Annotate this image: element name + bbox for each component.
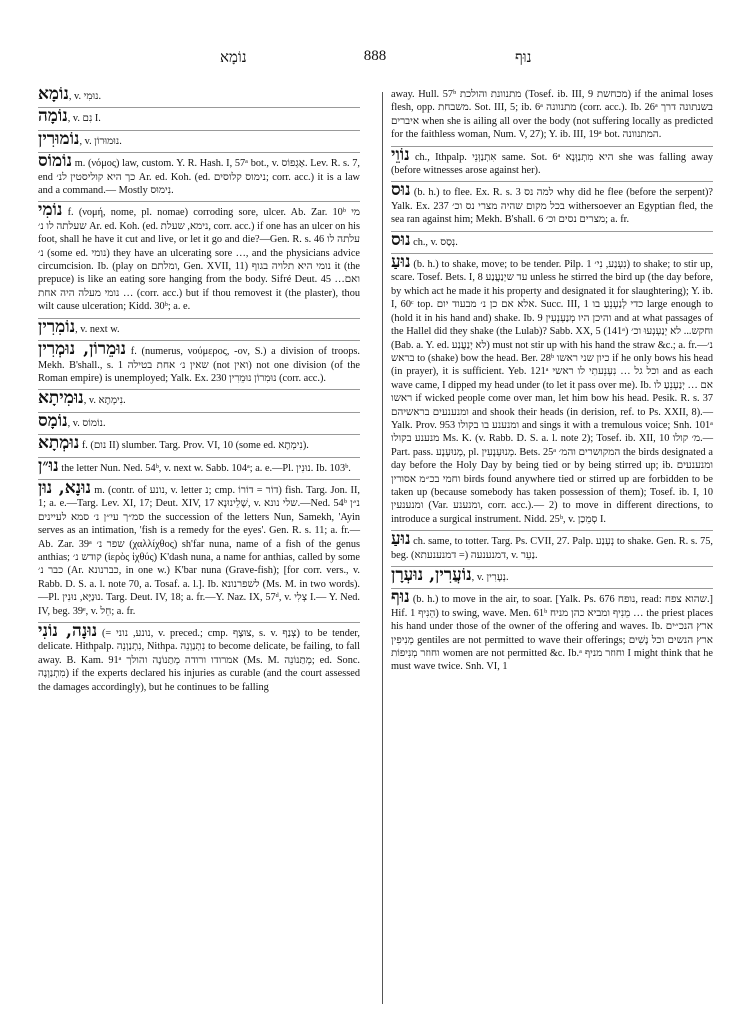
dictionary-entry <box>38 318 360 336</box>
dictionary-entry <box>38 340 360 385</box>
entry-headword: נוֹמָס <box>38 410 68 431</box>
dictionary-entry <box>38 457 360 475</box>
dictionary-entry <box>391 88 713 142</box>
entry-definition: , v. נוּמִי. <box>68 91 102 102</box>
entry-definition: ch., v. נְסַס. <box>410 236 458 248</box>
entry-headword: נוּס <box>391 180 411 201</box>
dictionary-entry <box>391 566 713 584</box>
entry-headword: נוֹמִי <box>38 200 63 221</box>
dictionary-entry <box>38 622 360 694</box>
entry-headword: נוּנָא, נוּן <box>38 477 92 498</box>
dictionary-entry <box>38 389 360 407</box>
dictionary-entry <box>38 479 360 618</box>
page-number: 888 <box>363 48 387 64</box>
entry-headword: נוֹמָה <box>38 106 68 127</box>
entry-headword: נוּעַ <box>391 252 411 273</box>
entry-definition: , v. נוּמוּרוֹן. <box>79 135 122 147</box>
entry-headword: נוּמִיתָא <box>38 388 84 409</box>
entry-definition: m. (νόμος) law, custom. Y. R. Hash. I, 57ᵃ bot., v. אַגְפוֹס. Lev. R. s. 7, end כך היא קוליסטין לנ׳ Ar. ed. Koh. (ed. נימוס קלוסים; corr. acc.) it is a law and a command.— Mostly נִימוּס. <box>38 158 361 197</box>
entry-headword: נוּעַ <box>391 529 411 550</box>
entry-definition: (b. h.) to move in the air, to soar. [Yalk. Ps. 676 נופח, read: שהוא צפח.] Hif. הֵנִיף 1) to swing, wave. Men. 61ᵇ מֵנִיף ומביא כהן מניח … the priest places his hand under those of the owner of the offering and waves. Ib. ארץ הנכ״ים מְנִיפִין gentiles are not permitted to wave their offerings; ארץ הנשים וכל נָשִׁים וחוזר מְנִיפוֹת women are not permitted &c. Ib.ᵃ וחוזר מניף I might think that he must wave twice. Snh. VI, 1 <box>391 594 714 673</box>
entry-definition: f. (numerus, νούμερος, -ον, S.) a division of troops. Mekh. B'shall., s. 1 שאין נ׳ אחת בטילה (not ואין) not one division (of the Roman empire) is unemployed; Yalk. Ex. 230 נוּמִרוֹן נוּמֵרִין (corr. acc.). <box>38 346 360 384</box>
dictionary-entry <box>38 130 360 148</box>
entry-definition: (b. h.) to flee. Ex. R. s. 3 למה נס why did he flee (before the serpent)? Yalk. Ex. 237 בכל מקום שהיה מצרי נס וכ׳ withersoever an Egyptian fled, the sea ran against him; Mekh. B'shall. 6 מצרים נסים וכ׳; a. fr. <box>391 187 713 226</box>
entry-definition: ch. same, to totter. Targ. Ps. CVII, 27. Palp. נְעְנַע to shake. Gen. R. s. 75, beg. דמנענעה (= דמנענעתא), v. נַעֵר. <box>391 536 713 561</box>
entry-definition: , v. נוֹמוֹס. <box>67 417 106 429</box>
entry-definition: f. (נום II) slumber. Targ. Prov. VI, 10 (some ed. נִימְתָא). <box>79 440 309 452</box>
header-right-word: נוּף <box>515 50 532 66</box>
dictionary-entry <box>38 107 360 125</box>
entry-definition: away. Hull. 57ᵇ מתנוונת והולכת (Tosef. ib. III, 9 מכחשת) if the animal loses flesh, opp. משבחת. Sot. III, 5; ib. 6ᵃ מתנוונה (corr. acc.). Ib. 26ᵃ בשנתונה דרך איברים when she is ailing all over the body (not suffering locally as predicted for the faithless woman, Num. V, 27); Y. ib. III, 19ᵃ bot. המתנוונה. <box>391 89 714 141</box>
entry-headword: נוֹמוֹס <box>38 151 72 172</box>
entry-headword: נוּנָה, נוֹנִי <box>38 621 98 641</box>
entry-definition: m. (contr. of נונע, v. letter נ; cmp. דוֹר = דוֹרוֹ) fish. Targ. Jon. II, 1; a. e.—Targ. Lev. XI, 17; Deut. XIV, 17 שָׁלֵינוּנָא, v. שלי נונא.—Ned. 54ᵇ נ״ן סמ״ך עי״ן נ׳ סמא לעיינים the succession of the letters Nun, Samekh, 'Ayin serves as an intimation, 'fish is a remedy for the eyes'. Gen. R. s. 11; a. fr.—Ab. Zar. 39ᵃ שפר נ׳ (χαλλίχθος) sh'far nuna, name of a fish of the genus anthias; קודש נ׳ (ἱερὸς ἰχθύς) K'dash nuna, a name for anthias, called by some כבר נ׳ (Ar. כברנונא, in one w.) K'bar nuna (Grave-fish); [for corr. vers., v. Rabb. D. S. a. l. note 70, a. Tosaf. a. l.]. Ib. לשפרנונא (Ms. M. in two words).—Pl. נוּנַיָּא, נוּנִין. Targ. Deut. IV, 18; a. fr.—Y. Naz. IX, 57ᵈ, v. צְלִי I.— Y. Ned. IV, beg. 39ᵉ, v. חֵל; a. fr. <box>38 484 361 617</box>
entry-definition: , v. next w. <box>75 323 120 335</box>
entry-headword: נוֹמִרִין <box>38 316 76 337</box>
entry-definition: (= נונע, נוני, v. preced.; cmp. צוּצָף, s. v. צְנַף) to be tender, delicate. Hithpalp. נִתְנַוְנֵה, Nithpa. נִתְנַוְנֵה to become delicate, be failing, to fall away. B. Kam. 91ᵃ אמרודו ורודה מְתַנוֹנֶה והולך (Ms. M. מְתַנוֹנֵה; ed. Sonc. מִתְנַוְנֶה) if the experts declared his injuries as curable (and the court assessed the damages accordingly), but he continues to be falling <box>38 628 360 693</box>
dictionary-entry <box>391 181 713 226</box>
left-column <box>38 84 361 698</box>
dictionary-entry <box>391 530 713 562</box>
entry-headword: נוֹעֲרִין, נוּעְרָן <box>391 565 472 585</box>
entry-definition: the letter Nun. Ned. 54ᵇ, v. next w. Sabb. 104ᵃ; a. e.—Pl. נוּנִין. Ib. 103ᵇ. <box>58 462 351 474</box>
entry-definition: , v. נְעָרִין. <box>471 572 509 583</box>
dictionary-entry <box>391 588 713 673</box>
entry-headword: נוּס <box>391 229 411 250</box>
entry-headword: נוּמְתָא <box>38 433 80 454</box>
entry-definition: , v. נִם I. <box>67 113 101 125</box>
dictionary-entry <box>391 146 713 178</box>
entry-headword: נוֹוֵי <box>391 144 410 165</box>
entry-headword: נוּמֵרוֹן, נוּמְרִין <box>38 339 127 360</box>
entry-headword: נוֹמָא <box>38 84 69 104</box>
dictionary-entry <box>38 84 360 104</box>
dictionary-entry <box>38 152 360 197</box>
entry-headword: נוּ״ן <box>38 455 59 476</box>
entry-definition: f. (νομή, nome, pl. nomae) corroding sore, ulcer. Ab. Zar. 10ᵇ מי שעלתה לו נ׳ Ar. ed. Koh. (ed. נימא, שעלת, corr. acc.) if one has an ulcer on his foot, shall he have it cut and live, or let it go and die?—Gen. R. s. 46 עלתה לו נ׳ (some ed. נומי) they have an ulcerating sore …, and the physicians advice circumcision. Ib. (play on ומלתם, Gen. XVII, 11) נומי היא תלויה בגוף it (the prepuce) is like an eating sore hanging from the body. Sifré Deut. 45 …ואם נומי מעלה היה אחת … (corr. acc.) but if thou removest it (the plaster), thou wilt cause ulceration; Kidd. 30ᵇ; a. e. <box>38 207 361 313</box>
dictionary-entry <box>38 412 360 430</box>
right-column <box>391 88 713 678</box>
entry-headword: נוֹמוּרִין <box>38 128 80 149</box>
dictionary-entry <box>38 434 360 452</box>
entry-headword: נוּף <box>391 587 410 608</box>
dictionary-entry <box>38 201 360 313</box>
column-divider <box>382 92 383 1004</box>
dictionary-entry <box>391 253 713 526</box>
entry-definition: (b. h.) to shake, move; to be tender. Pilp. נִעְנַע, נִי׳ 1) to shake; to stir up, scare. Tosef. Bets. I, 8 עד שיְנַעֲנַע unless he stirred the bird up (the day before, by which act he made it his property and designated it for slaughtering); Y. ib. I, 60ᶜ top. אלא אם כן נ׳ מבעוד יום. Succ. III, 1 כדי לְנַעְנֵעַ בו large enough to (hold it in his hand and) shake. Ib. 9 והיכן היו מְנַעְנְעִין and at what passages of the Hallel did they shake (the Lulab)? Sabb. XX, 5 (141ᵃ) וחקש... לא יְנַעְנְעוּ וכ׳ (Bab. a. Y. ed. לא יְנַעֲנַע) must not stir up with his hand the straw &c.; a. fr.—נ׳ בראש to (shake) bow the head. Ber. 28ᵇ כיון שני ראשו if he only bows his head (in prayer), it is sufficient. Yeb. 121ᵃ וכל גל … נִעְנֵעתִי לו ראשי and as each wave came, I dipped my head under (to let it pass over me). Ib. אם … יְנַעְנֵעַ לו ראשו if wicked people come over man, let him bow his head. Pesik. R. s. 37 ומנענעים בראשיהם and shook their heads (in derision, ref. to Ps. XXII, 8).—Yalk. Prov. 953 ומנענע בו בקולו and sings it with a tremulous voice; Snh. 101ᵃ מנענע בקולו Ms. K. (v. Rabb. D. S. a. l. note 2); Tosef. ib. XII, 10 מ׳ קולו.—Part. pass. מְנוּעְנָע, pl. מְנוּעְנָעִין. Bets. 25ᵃ המקושרים והמ׳ the birds designated a day before the Holy Day by being tied or by being stirred up; ib. ומנענעים וחמי בכ״מ אסורין birds found anywhere tied or stirred up are forbidden to be taken up (because somebody has taken possession of them); Tosef. ib. I, 10 ומנענעין (Var. ומנענע, corr. acc.).— 2) to move in different directions, to introduce a surgical instrument. Nidd. 25ᵇ, v. סְמֵכַן I. <box>391 259 714 525</box>
entry-definition: ch., Ithpalp. אִתְנַוְּנֵי same. Sot. 6ᵃ היא מִתְנַוְּנָא she was falling away (before witnesses arose against her). <box>391 151 713 177</box>
entry-definition: , v. נִימְתָא. <box>83 395 126 407</box>
header-left-word: נוֹמָא <box>220 50 247 66</box>
dictionary-entry <box>391 231 713 249</box>
